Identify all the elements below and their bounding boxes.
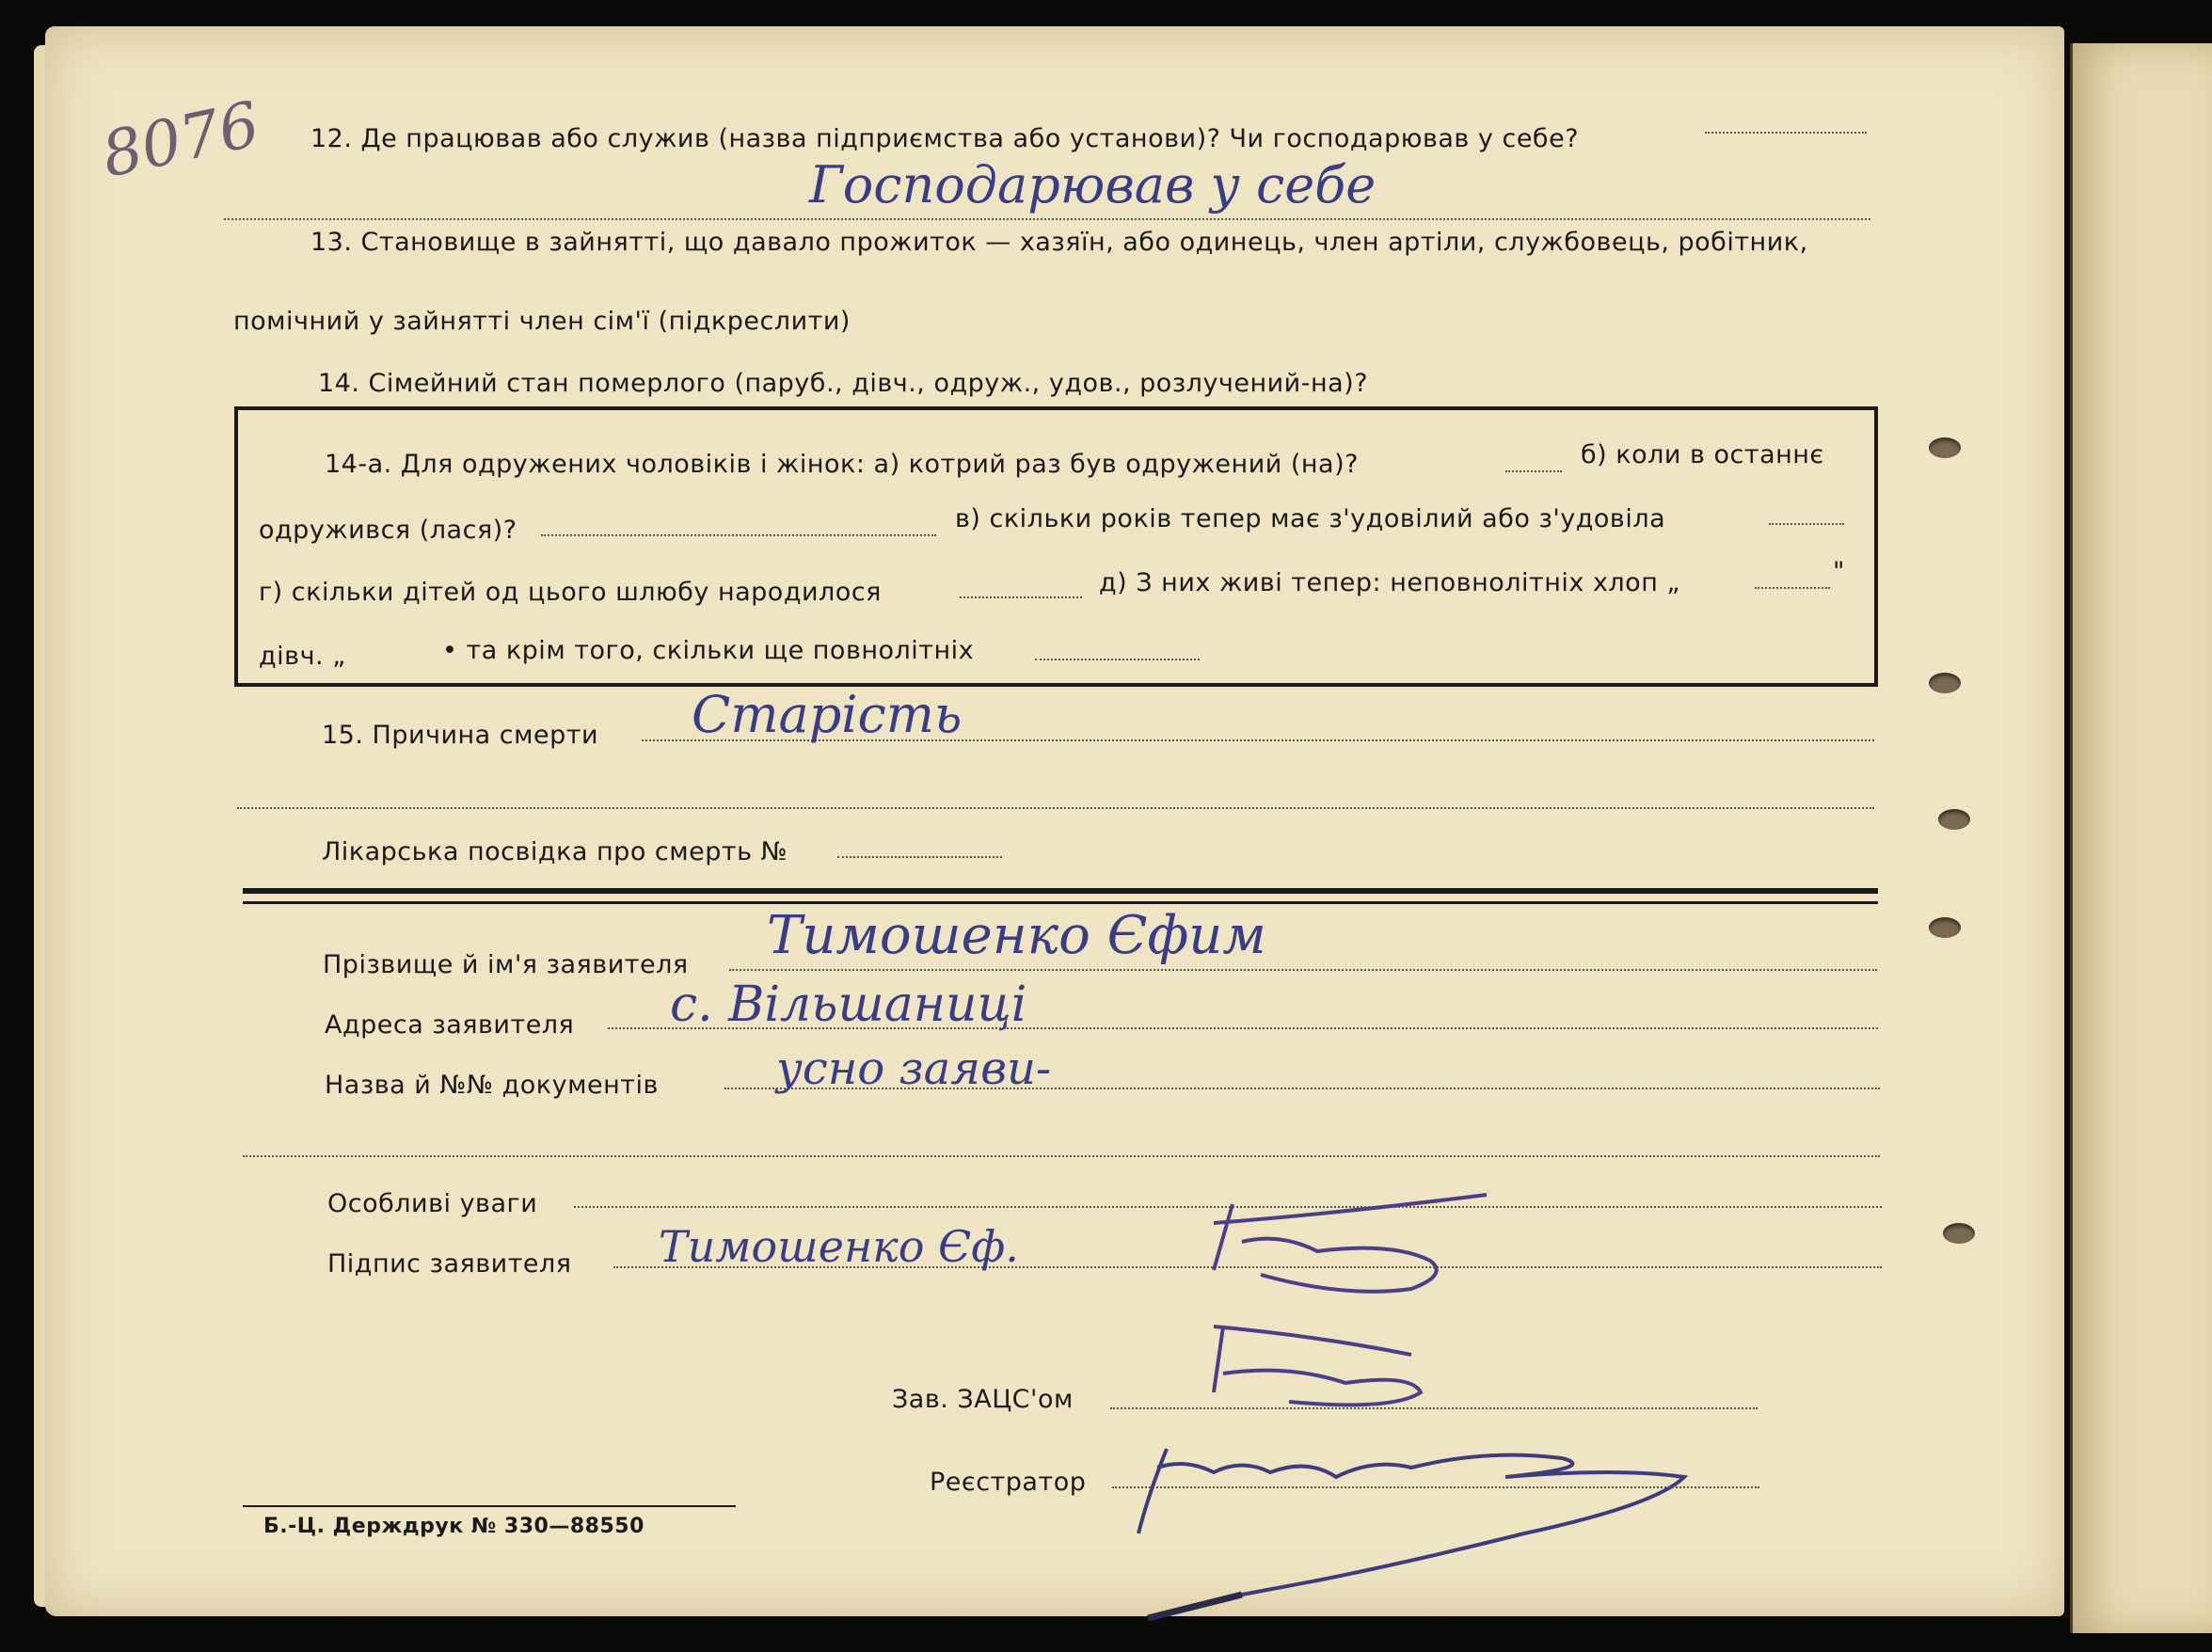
facing-page: [2070, 43, 2212, 1633]
head-zags-field: [1110, 1407, 1758, 1409]
head-zags-label: Зав. ЗАЦС'ом: [892, 1385, 1074, 1414]
q12-answer: Господарював у себе: [809, 155, 1377, 214]
registry-page: [45, 26, 2064, 1616]
q14a-field-a: [1505, 470, 1562, 472]
q12-line-1: [1705, 132, 1867, 134]
medical-certificate-field: [837, 856, 1002, 858]
official-signature-1: [1204, 1185, 1505, 1308]
question-14a-line-4a: дівч. „: [259, 642, 346, 671]
registrar-field: [1112, 1486, 1759, 1488]
applicant-signature-label: Підпис заявителя: [327, 1249, 572, 1279]
q14a-field-boys: [1755, 587, 1830, 589]
section-divider-bottom: [243, 901, 1878, 904]
q15-answer: Старість: [692, 685, 963, 744]
question-14a-line-1b: б) коли в останнє: [1581, 440, 1824, 469]
applicant-name-field: [729, 969, 1877, 971]
question-14a-line-3b: д) З них живі тепер: неповнолітніх хлоп „: [1099, 568, 1680, 597]
documents-label: Назва й №№ документів: [325, 1071, 659, 1100]
applicant-signature: Тимошенко Єф.: [659, 1221, 1019, 1272]
binding-hole: [1938, 809, 1970, 830]
question-14a-line-2b: в) скільки років тепер має з'удовілий або з'удовіла: [955, 504, 1666, 533]
q14a-field-b: [541, 534, 936, 536]
medical-certificate-label: Лікарська посвідка про смерть №: [322, 837, 788, 866]
applicant-address-label: Адреса заявителя: [325, 1010, 575, 1040]
imprint-rule: [243, 1505, 736, 1507]
binding-hole: [1943, 1223, 1975, 1244]
remarks-label: Особливі уваги: [327, 1189, 538, 1218]
q12-line-2: [224, 218, 1870, 220]
binding-hole: [1929, 437, 1961, 458]
q15-line-2: [237, 807, 1874, 809]
page-number: 8076: [95, 87, 266, 192]
question-14a-line-2a: одружився (лася)?: [259, 516, 517, 545]
section-divider-top: [243, 888, 1878, 894]
binding-hole: [1929, 673, 1961, 693]
registrar-label: Реєстратор: [930, 1468, 1087, 1497]
documents-field-2: [243, 1155, 1880, 1157]
q14a-field-adults: [1035, 659, 1200, 660]
question-12: 12. Де працював або служив (назва підприємства або установи)? Чи господарював у себе?: [310, 124, 1580, 153]
question-13-line-2: помічний у зайнятті член сім'ї (підкреслити): [233, 307, 851, 336]
q14a-field-g: [960, 596, 1082, 598]
question-14: 14. Сімейний стан померлого (паруб., дівч., одруж., удов., розлучений-на)?: [318, 369, 1369, 398]
registrar-signature: [1129, 1430, 1712, 1618]
applicant-name-label: Прізвище й ім'я заявителя: [323, 950, 689, 979]
applicant-name: Тимошенко Єфим: [767, 905, 1266, 966]
printer-imprint: Б.-Ц. Держдрук № 330—88550: [263, 1515, 645, 1538]
question-13-line-1: 13. Становище в зайнятті, що давало прожиток — хазяїн, або одинець, член артіли, службовець, робітник,: [310, 228, 1808, 257]
question-14a-line-3a: г) скільки дітей од цього шлюбу народилося: [259, 578, 882, 607]
binding-hole: [1929, 917, 1961, 938]
question-14a-line-1a: 14-а. Для одружених чоловіків і жінок: а) котрий раз був одружений (на)?: [325, 450, 1359, 479]
documents-value: усно заяви-: [776, 1042, 1052, 1095]
question-15: 15. Причина смерти: [322, 721, 599, 750]
applicant-address: с. Вільшаниці: [670, 977, 1027, 1033]
q14a-field-v: [1769, 523, 1844, 525]
question-14a-line-4b: • та крім того, скільки ще повнолітніх: [442, 636, 975, 665]
question-14a-line-3c: ": [1833, 557, 1845, 586]
official-signature-2: [1204, 1317, 1449, 1411]
